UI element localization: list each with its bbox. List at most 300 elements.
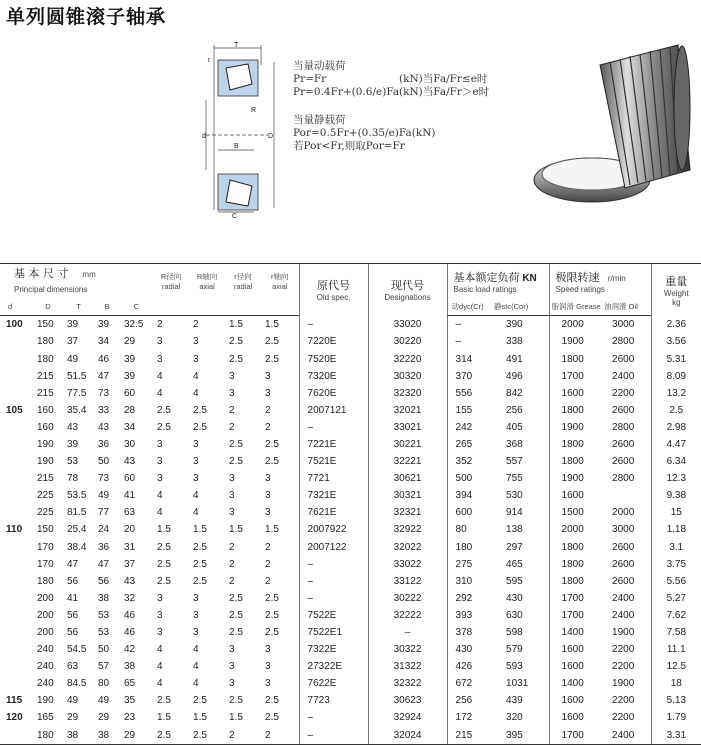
table-cell: 338 bbox=[506, 336, 523, 348]
bearing-section-diagram bbox=[196, 40, 296, 220]
table-cell: 39 bbox=[67, 319, 79, 331]
table-cell: 190 bbox=[37, 438, 54, 450]
table-cell: – bbox=[447, 333, 494, 350]
table-cell: 200 bbox=[37, 627, 54, 639]
table-cell: 100 bbox=[6, 319, 23, 331]
table-cell: 405 bbox=[506, 421, 523, 433]
table-cell: 7723 bbox=[299, 692, 368, 709]
table-cell: 2 bbox=[261, 727, 299, 745]
table-cell: 1.5 bbox=[265, 319, 279, 331]
table-cell: 190 bbox=[37, 695, 54, 707]
table-cell: 32321 bbox=[368, 504, 447, 521]
table-cell bbox=[0, 385, 33, 402]
table-row bbox=[0, 402, 701, 419]
table-cell: 27322E bbox=[299, 658, 368, 675]
table-row bbox=[0, 385, 701, 402]
table-row bbox=[0, 436, 701, 453]
table-cell: 292 bbox=[447, 590, 494, 607]
table-cell: 32022 bbox=[368, 539, 447, 556]
table-cell: 49 bbox=[67, 353, 79, 365]
table-cell: 215 bbox=[37, 370, 54, 382]
table-cell: 39 bbox=[124, 353, 136, 365]
table-cell: 7221E bbox=[299, 436, 368, 453]
table-cell: 2600 bbox=[612, 404, 635, 416]
table-cell: 31322 bbox=[368, 658, 447, 675]
table-cell: 4 bbox=[193, 678, 199, 690]
table-cell: 2 bbox=[265, 404, 271, 416]
table-cell: 2000 bbox=[549, 316, 604, 334]
table-cell: 1600 bbox=[549, 709, 604, 726]
table-cell: 11.1 bbox=[651, 641, 701, 658]
header-old-spec: 原代号 Old spec. bbox=[299, 264, 368, 316]
table-cell: 56 bbox=[67, 609, 79, 621]
table-cell: 240 bbox=[37, 678, 54, 690]
table-cell: 49 bbox=[67, 695, 79, 707]
table-cell: 60 bbox=[124, 473, 136, 485]
table-cell: 53 bbox=[98, 627, 110, 639]
table-cell: 256 bbox=[447, 692, 494, 709]
table-cell: 2007922 bbox=[299, 521, 368, 538]
table-cell: 13.2 bbox=[651, 385, 701, 402]
header-col-B: B bbox=[94, 298, 120, 316]
table-cell: 1700 bbox=[549, 607, 604, 624]
table-cell bbox=[0, 419, 33, 436]
table-cell: 2600 bbox=[612, 575, 635, 587]
table-cell: 1600 bbox=[549, 658, 604, 675]
table-cell: 30221 bbox=[368, 436, 447, 453]
table-cell: 3 bbox=[193, 456, 199, 468]
table-cell: 2.5 bbox=[265, 336, 279, 348]
table-cell: 8.09 bbox=[651, 368, 701, 385]
table-cell: 7.58 bbox=[651, 624, 701, 641]
table-cell: 370 bbox=[447, 368, 494, 385]
table-cell: 240 bbox=[37, 661, 54, 673]
table-cell bbox=[0, 333, 33, 350]
table-cell: 2.5 bbox=[193, 541, 207, 553]
table-cell: 165 bbox=[37, 712, 54, 724]
diagram-label-d: d bbox=[202, 133, 206, 140]
table-row bbox=[0, 727, 701, 745]
table-cell: 1.5 bbox=[229, 524, 243, 536]
table-cell: 43 bbox=[98, 421, 110, 433]
table-cell: 3 bbox=[265, 387, 271, 399]
table-cell: 38 bbox=[94, 727, 120, 745]
table-cell: 30322 bbox=[368, 641, 447, 658]
table-cell: 3 bbox=[265, 507, 271, 519]
table-cell: 32021 bbox=[368, 402, 447, 419]
table-cell bbox=[0, 436, 33, 453]
table-cell: 2.36 bbox=[651, 316, 701, 334]
table-cell bbox=[0, 539, 33, 556]
table-cell: 2 bbox=[225, 727, 261, 745]
table-cell: 2.5 bbox=[157, 421, 171, 433]
table-cell: 77.5 bbox=[67, 387, 87, 399]
diagram-label-r: r bbox=[208, 57, 211, 64]
table-cell: 352 bbox=[447, 453, 494, 470]
table-cell: 3 bbox=[229, 473, 235, 485]
table-cell: 4 bbox=[193, 644, 199, 656]
table-cell: 2.5 bbox=[229, 456, 243, 468]
table-cell: 56 bbox=[98, 575, 110, 587]
table-row bbox=[0, 641, 701, 658]
table-cell: 120 bbox=[6, 712, 23, 724]
table-cell: 1.5 bbox=[229, 712, 243, 724]
table-cell: – bbox=[368, 624, 447, 641]
table-cell: 393 bbox=[447, 607, 494, 624]
table-cell: 53.5 bbox=[67, 490, 87, 502]
table-cell: – bbox=[299, 556, 368, 573]
table-cell: 115 bbox=[6, 695, 23, 707]
table-cell: 33 bbox=[98, 404, 110, 416]
table-cell bbox=[0, 368, 33, 385]
table-cell: 1800 bbox=[549, 350, 604, 367]
table-cell: 3 bbox=[157, 609, 163, 621]
table-cell: 2.5 bbox=[265, 627, 279, 639]
table-cell: 297 bbox=[506, 541, 523, 553]
table-row bbox=[0, 350, 701, 367]
table-cell: 41 bbox=[124, 490, 136, 502]
table-cell: 49 bbox=[98, 490, 110, 502]
table-cell: 15 bbox=[651, 504, 701, 521]
table-cell: 81.5 bbox=[67, 507, 87, 519]
table-cell: 30621 bbox=[368, 470, 447, 487]
table-cell: 2.5 bbox=[265, 353, 279, 365]
table-cell: 2.5 bbox=[229, 627, 243, 639]
table-cell: 3 bbox=[157, 353, 163, 365]
spec-table bbox=[0, 263, 701, 745]
table-cell: 32 bbox=[124, 592, 136, 604]
table-cell bbox=[0, 573, 33, 590]
table-cell: 2200 bbox=[612, 387, 635, 399]
table-cell: 1.5 bbox=[193, 524, 207, 536]
table-row bbox=[0, 504, 701, 521]
table-cell: 630 bbox=[506, 609, 523, 621]
table-cell: 1.79 bbox=[651, 709, 701, 726]
table-cell: 2.5 bbox=[193, 558, 207, 570]
table-cell: 39 bbox=[98, 319, 110, 331]
table-cell: 1.5 bbox=[229, 319, 243, 331]
table-cell: 200 bbox=[37, 592, 54, 604]
table-cell: 2200 bbox=[612, 661, 635, 673]
table-cell: 4 bbox=[193, 490, 199, 502]
table-cell: 5.27 bbox=[651, 590, 701, 607]
table-cell: 170 bbox=[37, 558, 54, 570]
header-dims-en: Principal dimensions bbox=[14, 285, 88, 295]
table-cell: 4 bbox=[193, 661, 199, 673]
table-cell: 30220 bbox=[368, 333, 447, 350]
table-cell: 2.5 bbox=[265, 712, 279, 724]
table-cell: 1900 bbox=[549, 419, 604, 436]
table-cell: 180 bbox=[37, 336, 54, 348]
table-cell: 12.3 bbox=[651, 470, 701, 487]
table-cell: 36 bbox=[98, 541, 110, 553]
table-cell: 29 bbox=[120, 727, 153, 745]
table-cell: 7220E bbox=[299, 333, 368, 350]
table-cell: 215 bbox=[37, 387, 54, 399]
table-cell: 2 bbox=[229, 575, 235, 587]
table-cell: 2 bbox=[229, 421, 235, 433]
table-cell: 3 bbox=[229, 370, 235, 382]
table-cell: 2400 bbox=[612, 370, 635, 382]
table-cell: 2.5 bbox=[157, 558, 171, 570]
table-cell: 215 bbox=[37, 473, 54, 485]
table-cell: 4 bbox=[157, 490, 163, 502]
table-cell: 172 bbox=[447, 709, 494, 726]
table-cell: 3.1 bbox=[651, 539, 701, 556]
table-cell: 1800 bbox=[549, 402, 604, 419]
table-row bbox=[0, 470, 701, 487]
table-cell: 32222 bbox=[368, 607, 447, 624]
table-cell: 47 bbox=[67, 558, 79, 570]
table-cell: 150 bbox=[37, 524, 54, 536]
table-cell: 160 bbox=[37, 404, 54, 416]
table-cell: 2.5 bbox=[229, 609, 243, 621]
table-cell: 378 bbox=[447, 624, 494, 641]
table-cell: 7521E bbox=[299, 453, 368, 470]
table-cell: 2.5 bbox=[265, 592, 279, 604]
table-cell: 38 bbox=[63, 727, 94, 745]
table-cell: 4 bbox=[157, 370, 163, 382]
table-cell: 34 bbox=[98, 336, 110, 348]
table-cell: 390 bbox=[506, 319, 523, 331]
table-cell: 1600 bbox=[549, 692, 604, 709]
table-cell: 5.13 bbox=[651, 692, 701, 709]
table-cell bbox=[0, 487, 33, 504]
table-cell: 2 bbox=[265, 421, 271, 433]
diagram-label-B: B bbox=[234, 143, 239, 150]
table-cell: 54.5 bbox=[67, 644, 87, 656]
table-cell: 7321E bbox=[299, 487, 368, 504]
table-cell: 395 bbox=[494, 727, 549, 745]
table-row bbox=[0, 453, 701, 470]
table-cell: 1600 bbox=[549, 641, 604, 658]
table-cell: 30 bbox=[124, 438, 136, 450]
header-weight: 重量 Weight kg bbox=[651, 264, 701, 316]
table-row bbox=[0, 709, 701, 726]
table-cell: 47 bbox=[98, 558, 110, 570]
table-cell: 496 bbox=[506, 370, 523, 382]
table-cell: 2 bbox=[265, 575, 271, 587]
table-cell: 80 bbox=[98, 678, 110, 690]
table-cell: 46 bbox=[124, 627, 136, 639]
table-cell: 4 bbox=[157, 644, 163, 656]
table-cell: 1.5 bbox=[265, 524, 279, 536]
table-cell: 1600 bbox=[549, 487, 604, 504]
table-cell: 2400 bbox=[612, 592, 635, 604]
table-row bbox=[0, 624, 701, 641]
dynamic-formula-2-cond: (kN)当Fa/Fr＞e时 bbox=[399, 86, 490, 98]
table-cell: 1.5 bbox=[157, 524, 171, 536]
table-cell: 160 bbox=[37, 421, 54, 433]
table-cell: 3 bbox=[157, 438, 163, 450]
table-cell: 3 bbox=[157, 473, 163, 485]
table-cell: – bbox=[299, 727, 368, 745]
table-cell: 3 bbox=[265, 490, 271, 502]
table-cell: 3000 bbox=[612, 524, 635, 536]
table-cell: 4 bbox=[157, 507, 163, 519]
table-cell: 53 bbox=[67, 456, 79, 468]
table-cell: 500 bbox=[447, 470, 494, 487]
table-cell: 430 bbox=[506, 592, 523, 604]
table-cell: 1900 bbox=[612, 678, 635, 690]
table-cell: 2.5 bbox=[229, 438, 243, 450]
table-cell: 7721 bbox=[299, 470, 368, 487]
table-cell: 46 bbox=[98, 353, 110, 365]
table-cell: 1800 bbox=[549, 556, 604, 573]
table-cell: 5.31 bbox=[651, 350, 701, 367]
table-cell: 914 bbox=[506, 507, 523, 519]
table-cell: 30320 bbox=[368, 368, 447, 385]
table-cell: 3 bbox=[229, 387, 235, 399]
table-cell: 84.5 bbox=[67, 678, 87, 690]
table-cell: 3 bbox=[193, 438, 199, 450]
table-cell: 2.5 bbox=[193, 421, 207, 433]
header-r-radial: r径向 radial bbox=[225, 264, 261, 299]
table-cell: 200 bbox=[37, 609, 54, 621]
table-cell: 242 bbox=[447, 419, 494, 436]
table-cell: 755 bbox=[506, 473, 523, 485]
table-cell: 3 bbox=[193, 592, 199, 604]
table-cell: 29 bbox=[124, 336, 136, 348]
table-cell: 314 bbox=[447, 350, 494, 367]
table-cell bbox=[0, 350, 33, 367]
table-cell: 1800 bbox=[549, 453, 604, 470]
table-cell: 3 bbox=[265, 473, 271, 485]
table-cell: 63 bbox=[124, 507, 136, 519]
table-cell bbox=[0, 590, 33, 607]
table-cell: 595 bbox=[506, 575, 523, 587]
table-cell: 31 bbox=[124, 541, 136, 553]
table-cell: 63 bbox=[67, 661, 79, 673]
header-dims-cn: 基 本 尺 寸 bbox=[14, 266, 69, 280]
table-cell: 1.5 bbox=[193, 712, 207, 724]
table-cell: 256 bbox=[506, 404, 523, 416]
static-formula-2: 若Por<Fr,则取Por=Fr bbox=[293, 140, 405, 152]
header-R-axial: R轴向 axial bbox=[189, 264, 225, 299]
table-cell: 1600 bbox=[549, 385, 604, 402]
table-cell: 38 bbox=[98, 592, 110, 604]
table-row bbox=[0, 539, 701, 556]
table-cell: 1400 bbox=[549, 675, 604, 692]
table-cell: 3 bbox=[229, 644, 235, 656]
table-row bbox=[0, 573, 701, 590]
diagram-label-C: C bbox=[232, 213, 238, 220]
table-cell: 598 bbox=[506, 627, 523, 639]
table-cell: 47 bbox=[98, 370, 110, 382]
table-cell: 842 bbox=[506, 387, 523, 399]
table-cell: 3 bbox=[265, 644, 271, 656]
table-cell: 394 bbox=[447, 487, 494, 504]
table-cell: 491 bbox=[506, 353, 523, 365]
table-cell: 65 bbox=[124, 678, 136, 690]
table-cell: 7620E bbox=[299, 385, 368, 402]
table-cell: 2.5 bbox=[265, 456, 279, 468]
table-cell: 2.5 bbox=[265, 609, 279, 621]
table-cell: 3 bbox=[229, 661, 235, 673]
table-cell: 3 bbox=[193, 627, 199, 639]
table-cell: 1900 bbox=[549, 470, 604, 487]
table-cell: 77 bbox=[98, 507, 110, 519]
table-cell: 2.5 bbox=[229, 336, 243, 348]
table-cell: 2.5 bbox=[265, 438, 279, 450]
table-cell: 4.47 bbox=[651, 436, 701, 453]
table-cell: 3 bbox=[193, 473, 199, 485]
table-cell: 3 bbox=[157, 627, 163, 639]
table-cell: 57 bbox=[98, 661, 110, 673]
table-cell: 310 bbox=[447, 573, 494, 590]
table-cell: 2600 bbox=[612, 456, 635, 468]
table-cell bbox=[604, 487, 651, 504]
table-cell: 426 bbox=[447, 658, 494, 675]
table-cell: 33122 bbox=[368, 573, 447, 590]
table-cell: 3 bbox=[229, 678, 235, 690]
table-row bbox=[0, 487, 701, 504]
table-cell: 557 bbox=[506, 456, 523, 468]
table-cell: 1800 bbox=[549, 436, 604, 453]
table-cell: 368 bbox=[506, 438, 523, 450]
table-cell: 7622E bbox=[299, 675, 368, 692]
table-cell: 225 bbox=[37, 507, 54, 519]
table-cell: 3 bbox=[193, 336, 199, 348]
table-cell: 2 bbox=[265, 558, 271, 570]
header-speed-oil: 油润滑 Oil bbox=[604, 298, 651, 316]
table-cell: 150 bbox=[37, 319, 54, 331]
table-cell: 7621E bbox=[299, 504, 368, 521]
table-cell: 7320E bbox=[299, 368, 368, 385]
table-cell: 80 bbox=[447, 521, 494, 538]
table-cell: 2600 bbox=[612, 541, 635, 553]
header-load-cr: 动dyc(Cr) bbox=[447, 298, 494, 316]
table-cell: 2.5 bbox=[193, 695, 207, 707]
table-cell: 32221 bbox=[368, 453, 447, 470]
table-cell: 50 bbox=[98, 456, 110, 468]
header-speed-grease: 脂润滑 Grease bbox=[549, 298, 604, 316]
table-cell: 556 bbox=[447, 385, 494, 402]
table-cell: 39 bbox=[124, 370, 136, 382]
table-cell: 180 bbox=[37, 353, 54, 365]
table-cell: 2.5 bbox=[157, 404, 171, 416]
table-cell: 50 bbox=[98, 644, 110, 656]
table-cell: 38.4 bbox=[67, 541, 87, 553]
table-cell: 1031 bbox=[506, 678, 529, 690]
table-cell: 2400 bbox=[604, 727, 651, 745]
table-cell bbox=[0, 658, 33, 675]
table-cell: – bbox=[299, 573, 368, 590]
header-speed: 极限转速 r/min Speed ratings bbox=[549, 264, 651, 299]
table-cell: 1900 bbox=[612, 627, 635, 639]
table-row bbox=[0, 368, 701, 385]
table-cell: 4 bbox=[193, 507, 199, 519]
table-cell: 4 bbox=[157, 678, 163, 690]
table-cell: 18 bbox=[651, 675, 701, 692]
table-cell: – bbox=[299, 590, 368, 607]
table-cell: 2.5 bbox=[265, 695, 279, 707]
table-cell: 105 bbox=[6, 404, 23, 416]
table-cell: 28 bbox=[124, 404, 136, 416]
table-cell: 36 bbox=[98, 438, 110, 450]
table-cell: 43 bbox=[124, 575, 136, 587]
table-cell: 43 bbox=[124, 456, 136, 468]
bearing-photo bbox=[530, 40, 695, 210]
table-cell: 7520E bbox=[299, 350, 368, 367]
table-cell: 32922 bbox=[368, 521, 447, 538]
table-cell: 2007121 bbox=[299, 402, 368, 419]
table-cell: 2.5 bbox=[229, 695, 243, 707]
table-cell: 3 bbox=[229, 490, 235, 502]
header-col-D: D bbox=[33, 298, 63, 316]
table-cell: 33021 bbox=[368, 419, 447, 436]
table-cell: 12.5 bbox=[651, 658, 701, 675]
